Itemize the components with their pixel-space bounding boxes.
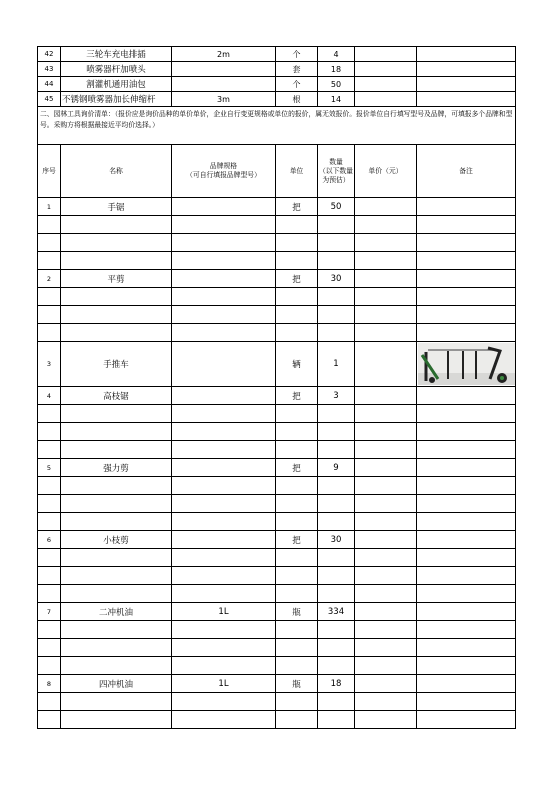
item-spec[interactable] <box>172 342 276 387</box>
price-cell[interactable] <box>355 387 417 405</box>
item-name: 二冲机油 <box>61 603 172 621</box>
item-unit: 把 <box>276 531 318 549</box>
item-spec[interactable] <box>172 459 276 477</box>
price-cell[interactable] <box>355 198 417 216</box>
header-unit: 单位 <box>276 145 318 198</box>
blank-row <box>38 288 516 306</box>
remark-cell[interactable] <box>417 603 516 621</box>
item-unit: 瓶 <box>276 675 318 693</box>
table-row <box>38 675 516 693</box>
table-row <box>38 531 516 549</box>
item-spec: 3m <box>172 92 276 107</box>
row-number: 3 <box>38 342 61 387</box>
item-unit: 把 <box>276 198 318 216</box>
item-name: 平剪 <box>61 270 172 288</box>
price-cell[interactable] <box>355 77 417 92</box>
blank-row <box>38 639 516 657</box>
item-qty: 50 <box>318 77 355 92</box>
row-number: 5 <box>38 459 61 477</box>
row-number: 4 <box>38 387 61 405</box>
item-name: 手推车 <box>61 342 172 387</box>
item-name: 不锈钢喷雾器加长伸缩杆 <box>61 92 172 107</box>
price-cell[interactable] <box>355 603 417 621</box>
remark-cell[interactable] <box>417 77 516 92</box>
header-spec: 品牌规格 （可自行填报品牌型号） <box>172 145 276 198</box>
section-note: 二、园林工具询价清单：（报价应是询价品种的单价单价，企业自行变更规格或单位的报价，属无效报价。报价单位自行填写型号及品牌，可填报多个品牌和型号。采购方将根据最接近平均价选择。） <box>38 107 516 145</box>
section-note-row <box>38 107 516 145</box>
price-cell[interactable] <box>355 62 417 77</box>
table-header <box>38 145 516 198</box>
item-name: 小枝剪 <box>61 531 172 549</box>
price-cell[interactable] <box>355 459 417 477</box>
remark-cell[interactable] <box>417 62 516 77</box>
price-cell[interactable] <box>355 531 417 549</box>
table-row <box>38 92 516 107</box>
blank-row <box>38 549 516 567</box>
remark-cell[interactable] <box>417 198 516 216</box>
item-name: 割灌机通用油包 <box>61 77 172 92</box>
item-unit: 把 <box>276 270 318 288</box>
item-qty: 30 <box>318 270 355 288</box>
price-cell[interactable] <box>355 47 417 62</box>
item-name: 三轮车充电排插 <box>61 47 172 62</box>
blank-row <box>38 423 516 441</box>
item-spec[interactable]: 1L <box>172 675 276 693</box>
header-remark: 备注 <box>417 145 516 198</box>
item-unit: 瓶 <box>276 603 318 621</box>
blank-row <box>38 711 516 729</box>
row-number: 44 <box>38 77 61 92</box>
item-qty: 3 <box>318 387 355 405</box>
row-number: 7 <box>38 603 61 621</box>
remark-cell[interactable] <box>417 675 516 693</box>
table-row <box>38 62 516 77</box>
item-qty: 50 <box>318 198 355 216</box>
quote-table <box>37 46 516 729</box>
quote-sheet <box>37 46 515 729</box>
blank-row <box>38 477 516 495</box>
item-name: 手锯 <box>61 198 172 216</box>
item-qty: 18 <box>318 62 355 77</box>
table-row <box>38 47 516 62</box>
header-name: 名称 <box>61 145 172 198</box>
blank-row <box>38 495 516 513</box>
blank-row <box>38 324 516 342</box>
blank-row <box>38 252 516 270</box>
hand-cart-icon <box>418 343 515 385</box>
blank-row <box>38 513 516 531</box>
item-unit: 套 <box>276 62 318 77</box>
table-row <box>38 342 516 387</box>
blank-row <box>38 405 516 423</box>
item-spec: 2m <box>172 47 276 62</box>
remark-cell[interactable] <box>417 387 516 405</box>
table-row <box>38 459 516 477</box>
blank-row <box>38 441 516 459</box>
remark-cell[interactable] <box>417 270 516 288</box>
row-number: 42 <box>38 47 61 62</box>
price-cell[interactable] <box>355 342 417 387</box>
table-row <box>38 77 516 92</box>
blank-row <box>38 216 516 234</box>
item-name: 喷雾器杆加喷头 <box>61 62 172 77</box>
item-qty: 4 <box>318 47 355 62</box>
item-qty: 9 <box>318 459 355 477</box>
blank-row <box>38 657 516 675</box>
row-number: 6 <box>38 531 61 549</box>
item-qty: 1 <box>318 342 355 387</box>
header-qty: 数量 （以下数量为预估） <box>318 145 355 198</box>
price-cell[interactable] <box>355 270 417 288</box>
item-unit: 个 <box>276 77 318 92</box>
item-name: 四冲机油 <box>61 675 172 693</box>
item-spec[interactable] <box>172 531 276 549</box>
item-qty: 30 <box>318 531 355 549</box>
blank-row <box>38 621 516 639</box>
header-price: 单价（元） <box>355 145 417 198</box>
item-name: 高枝锯 <box>61 387 172 405</box>
blank-row <box>38 585 516 603</box>
row-number: 45 <box>38 92 61 107</box>
table-row <box>38 198 516 216</box>
item-spec[interactable]: 1L <box>172 603 276 621</box>
item-spec[interactable] <box>172 270 276 288</box>
item-unit: 辆 <box>276 342 318 387</box>
item-qty: 18 <box>318 675 355 693</box>
item-spec[interactable] <box>172 387 276 405</box>
blank-row <box>38 693 516 711</box>
table-row <box>38 387 516 405</box>
table-row <box>38 270 516 288</box>
remark-cell <box>417 342 516 387</box>
price-cell[interactable] <box>355 675 417 693</box>
header-no: 序号 <box>38 145 61 198</box>
remark-cell[interactable] <box>417 92 516 107</box>
remark-cell[interactable] <box>417 459 516 477</box>
item-spec <box>172 77 276 92</box>
blank-row <box>38 567 516 585</box>
item-qty: 334 <box>318 603 355 621</box>
item-spec[interactable] <box>172 198 276 216</box>
table-row <box>38 603 516 621</box>
remark-cell[interactable] <box>417 531 516 549</box>
remark-cell[interactable] <box>417 47 516 62</box>
row-number: 8 <box>38 675 61 693</box>
item-unit: 个 <box>276 47 318 62</box>
item-qty: 14 <box>318 92 355 107</box>
item-unit: 根 <box>276 92 318 107</box>
price-cell[interactable] <box>355 92 417 107</box>
blank-row <box>38 234 516 252</box>
blank-row <box>38 306 516 324</box>
item-name: 强力剪 <box>61 459 172 477</box>
row-number: 43 <box>38 62 61 77</box>
row-number: 1 <box>38 198 61 216</box>
item-unit: 把 <box>276 387 318 405</box>
item-spec <box>172 62 276 77</box>
row-number: 2 <box>38 270 61 288</box>
item-unit: 把 <box>276 459 318 477</box>
